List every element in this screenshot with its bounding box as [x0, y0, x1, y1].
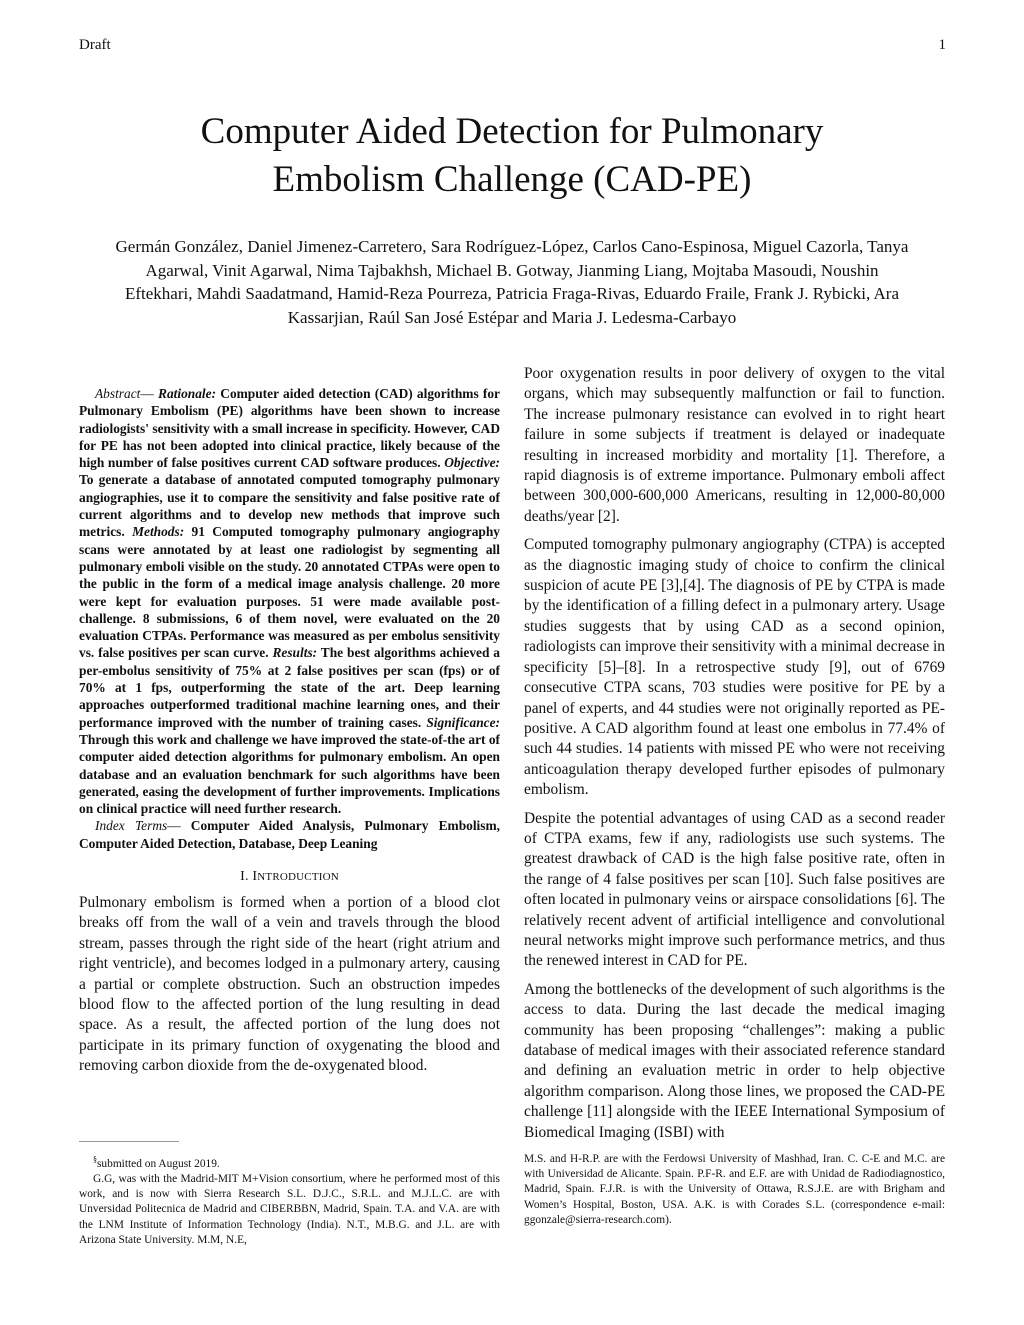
running-title: Draft	[79, 37, 111, 53]
footnotes-right	[524, 1152, 945, 1228]
section-heading-introduction	[79, 869, 500, 885]
footnote-marker: §	[93, 1155, 97, 1164]
index-terms-lead: Index Terms	[95, 818, 168, 834]
title-line-2: Embolism Challenge (CAD-PE)	[272, 159, 752, 200]
paragraph-oxygenation: Poor oxygenation results in poor delivery of oxygen to the vital organs, which may subsequently malfunction or fail to function. The increase pulmonary resistance can evolved in to right heart failure in some subjects if treatment is delayed or inadequate resulting in increased morbidity and mortality [1]. Therefore, a rapid diagnosis is of extreme importance. Pulmonary emboli affect between 300,000-600,000 Americans, resulting in 12,000-80,000 deaths/year [2].	[524, 365, 945, 525]
footnotes-left	[79, 1152, 500, 1248]
abstract-lead: Abstract	[95, 386, 141, 401]
right-column	[524, 364, 945, 1151]
methods-label: Methods:	[132, 524, 185, 540]
footnote-rule	[79, 1141, 179, 1142]
results-label: Results:	[272, 645, 318, 661]
page-number: 1	[938, 37, 946, 53]
abstract	[79, 385, 500, 817]
section-title-rest: NTRODUCTION	[257, 871, 339, 884]
paragraph-challenges: Among the bottlenecks of the development of such algorithms is the access to data. During the last decade the medical imaging community has been proposing “challenges”: making a public database of medical images with their associated reference standard and defining an evaluation metric in order to help objective algorithm comparison. Along those lines, we proposed the CAD-PE challenge [11] alongside with the IEEE International Symposium of Biomedical Imaging (ISBI) with	[524, 980, 945, 1141]
abstract-significance: Through this work and challenge we have improved the state-of-the art of computer aided detection algorithms for pulmonary embolism. An open database and an evaluation benchmark for such algorithms have been generated, easing the development of further improvements. Implications on clinical practice will need further research.	[79, 731, 500, 817]
objective-label: Objective:	[444, 455, 500, 471]
left-column	[79, 385, 500, 1077]
author-list: Germán González, Daniel Jimenez-Carretero, Sara Rodríguez-López, Carlos Cano-Espinosa, Miguel Cazorla, Tanya Agarwal, Vinit Agarwal, Nima Tajbakhsh, Michael B. Gotway, Jianming Liang, Mojtaba Masoudi, Noushin Eftekhari, Mahdi Saadatmand, Hamid-Reza Pourreza, Patricia Fraga-Rivas, Eduardo Fraile, Frank J. Rybicki, Ara Kassarjian, Raúl San José Estépar and Maria J. Ledesma-Carbayo	[115, 237, 909, 327]
significance-label: Significance:	[426, 714, 500, 730]
index-terms-dash: —	[167, 818, 181, 834]
title-line-1: Computer Aided Detection for Pulmonary	[200, 111, 824, 152]
intro-paragraph-1: Pulmonary embolism is formed when a portion of a blood clot breaks off from the wall of a vein and travels through the blood stream, passes through the right side of the heart (right atrium and right ventricle), and becomes lodged in a pulmonary artery, causing a partial or complete obstruction. Such an obstruction impedes blood flow to the affected portion of the lung resulting in dead space. As a result, the affected portion of the lung does not participate in its primary function of oxygenating the blood and removing carbon dioxide from the de-oxygenated blood.	[79, 894, 500, 1075]
section-number: I.	[240, 869, 249, 885]
index-terms	[79, 817, 500, 852]
footnote-submitted	[79, 1152, 500, 1172]
section-initial: I	[252, 869, 258, 885]
abstract-objective: To generate a database of annotated computed tomography pulmonary angiographies, use it to compare the sensitivity and false positive rate of current algorithms and to develop new methods that improve such metrics.	[79, 472, 500, 540]
paper-title	[80, 108, 944, 204]
footnote-affiliations-right: M.S. and H-R.P. are with the Ferdowsi University of Mashhad, Iran. C. C-E and M.C. are with Universidad de Alicante. Spain. P.F-R. and E.F. are with Unidad de Radiodiagnostico, Madrid, Spain. F.J.R. is with the University of Ottawa, R.S.J.E. are with Brigham and Women’s Hospital, Boston, USA. A.K. is with Corades S.L. (correspondence e-mail: ggonzale@sierra-research.com).	[524, 1153, 945, 1226]
abstract-dash: —	[140, 386, 154, 401]
abstract-rationale: Computer aided detection (CAD) algorithms for Pulmonary Embolism (PE) algorithms have been shown to increase radiologists' sensitivity with a small increase in specificity. However, CAD for PE has not been adopted into clinical practice, likely because of the high number of false positives current CAD software produces.	[79, 386, 500, 471]
index-terms-text: Computer Aided Analysis, Pulmonary Embolism, Computer Aided Detection, Database, Deep Leaning	[79, 818, 500, 851]
footnote-affiliations-left: G.G, was with the Madrid-MIT M+Vision consortium, where he performed most of this work, and is now with Sierra Research S.L. D.J.C., S.R.L. and M.J.L.C. are with Unversidad Politecnica de Madrid and CIBERBBN, Madrid, Spain. T.A. and V.A. are with the LNM Institute of Information Technology (India). N.T., M.B.G. and J.L. are with Arizona State University. M.M, N.E,	[79, 1173, 500, 1246]
rationale-label: Rationale:	[158, 386, 217, 401]
footnote-submitted-text: submitted on August 2019.	[97, 1157, 220, 1170]
abstract-results: The best algorithms achieved a per-embolus sensitivity of 75% at 2 false positives per scan (fps) or of 70% at 1 fps, outperforming the state of the art. Deep learning approaches outperformed traditional machine learning ones, and their performance improved with the number of training cases.	[79, 645, 501, 730]
paragraph-ctpa: Computed tomography pulmonary angiography (CTPA) is accepted as the diagnostic imaging study of choice to confirm the clinical suspicion of acute PE [3],[4]. The diagnosis of PE by CTPA is made by the identification of a filling defect in a pulmonary artery. Usage studies suggests that by using CAD as a second opinion, radiologists can improve their sensitivity with a minimal decrease in specificity [5]–[8]. In a retrospective study [9], out of 6769 consecutive CTPA scans, 703 studies were positive for PE by a panel of experts, and 44 studies were not originally reported as PE-positive. A CAD algorithm found at least one embolus in 77.4% of such 44 studies. 14 patients with missed PE who were not receiving anticoagulation therapy developed further episodes of pulmonary embolism.	[524, 536, 946, 799]
paragraph-cad-drawbacks: Despite the potential advantages of using CAD as a second reader of CTPA exams, few if any, radiologists use such systems. The greatest drawback of CAD is the high false positive rate, often in the range of 4 false positives per scan [10]. Such false positives are often located in pulmonary veins or airspace consolidations [6]. The relatively recent advent of artificial intelligence and convolutional neural networks might improve such performance metrics, and thus the renewed interest in CAD for PE.	[524, 809, 945, 970]
abstract-methods: 91 Computed tomography pulmonary angiography scans were annotated by at least one radiologist by segmenting all pulmonary emboli visible on the study. 20 annotated CTPAs were open to the public in the form of a medical image analysis challenge. 20 more were kept for evaluation purposes. 51 were made available post-challenge. 8 submissions, 6 of them novel, were evaluated on the 20 evaluation CTPAs. Performance was measured as per embolus sensitivity vs. false positives per scan curve.	[79, 524, 500, 661]
